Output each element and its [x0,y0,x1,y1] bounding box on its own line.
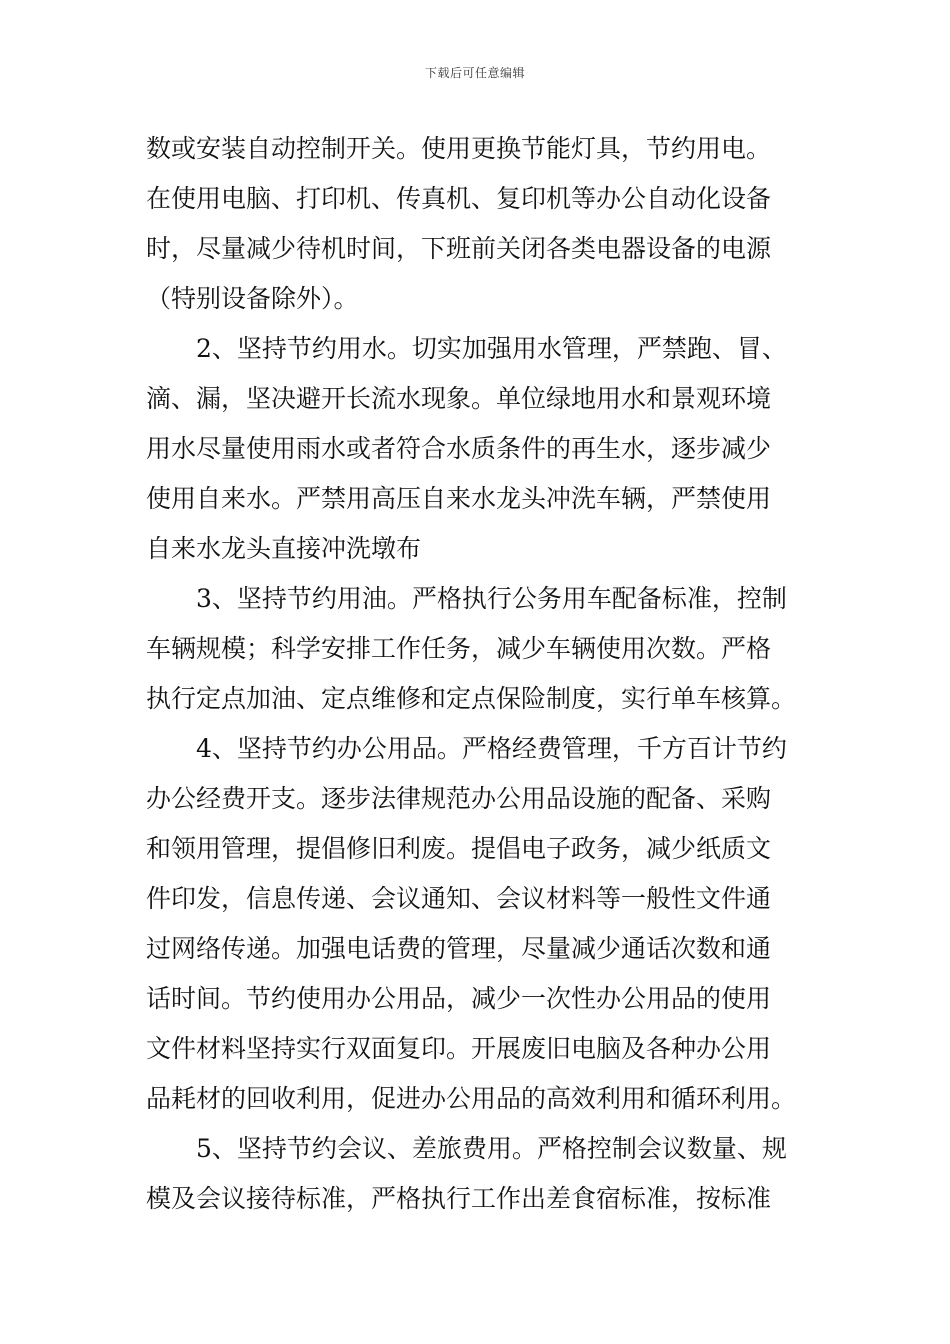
text-line: 办公经费开支。逐步法律规范办公用品设施的配备、采购 [146,784,772,813]
paragraph-save-fuel [146,574,808,724]
text-line: 在使用电脑、打印机、传真机、复印机等办公自动化设备 [146,184,772,213]
text-line: 数或安装自动控制开关。使用更换节能灯具，节约用电。 [146,134,772,163]
text-line: （特别设备除外）。 [146,284,359,313]
document-body [146,124,808,1224]
text-line: 文件材料坚持实行双面复印。开展废旧电脑及各种办公用 [146,1034,772,1063]
text-line: 执行定点加油、定点维修和定点保险制度，实行单车核算。 [146,684,797,713]
paragraph-electricity-continued [146,124,808,324]
text-line: 滴、漏，坚决避开长流水现象。单位绿地用水和景观环境 [146,384,772,413]
text-line: 话时间。节约使用办公用品，减少一次性办公用品的使用 [146,984,772,1013]
paragraph-save-meetings-travel [146,1124,808,1224]
text-line: 和领用管理，提倡修旧利废。提倡电子政务，减少纸质文 [146,834,772,863]
text-line: 过网络传递。加强电话费的管理，尽量减少通话次数和通 [146,934,772,963]
text-line: 4、坚持节约办公用品。严格经费管理，千方百计节约 [196,734,787,763]
text-line: 时，尽量减少待机时间，下班前关闭各类电器设备的电源 [146,234,772,263]
text-line: 使用自来水。严禁用高压自来水龙头冲洗车辆，严禁使用 [146,484,772,513]
text-line: 2、坚持节约用水。切实加强用水管理，严禁跑、冒、 [196,334,787,363]
text-line: 件印发，信息传递、会议通知、会议材料等一般性文件通 [146,884,772,913]
text-line: 车辆规模；科学安排工作任务，减少车辆使用次数。严格 [146,634,772,663]
text-line: 品耗材的回收利用，促进办公用品的高效利用和循环利用。 [146,1084,797,1113]
paragraph-save-water [146,324,808,574]
text-line: 5、坚持节约会议、差旅费用。严格控制会议数量、规 [196,1134,787,1163]
text-line: 用水尽量使用雨水或者符合水质条件的再生水，逐步减少 [146,434,772,463]
text-line: 自来水龙头直接冲洗墩布 [146,534,422,563]
text-line: 模及会议接待标准，严格执行工作出差食宿标准，按标准 [146,1184,772,1213]
text-line: 3、坚持节约用油。严格执行公务用车配备标准，控制 [196,584,787,613]
paragraph-save-office-supplies [146,724,808,1124]
page-header: 下载后可任意编辑 [424,66,525,80]
